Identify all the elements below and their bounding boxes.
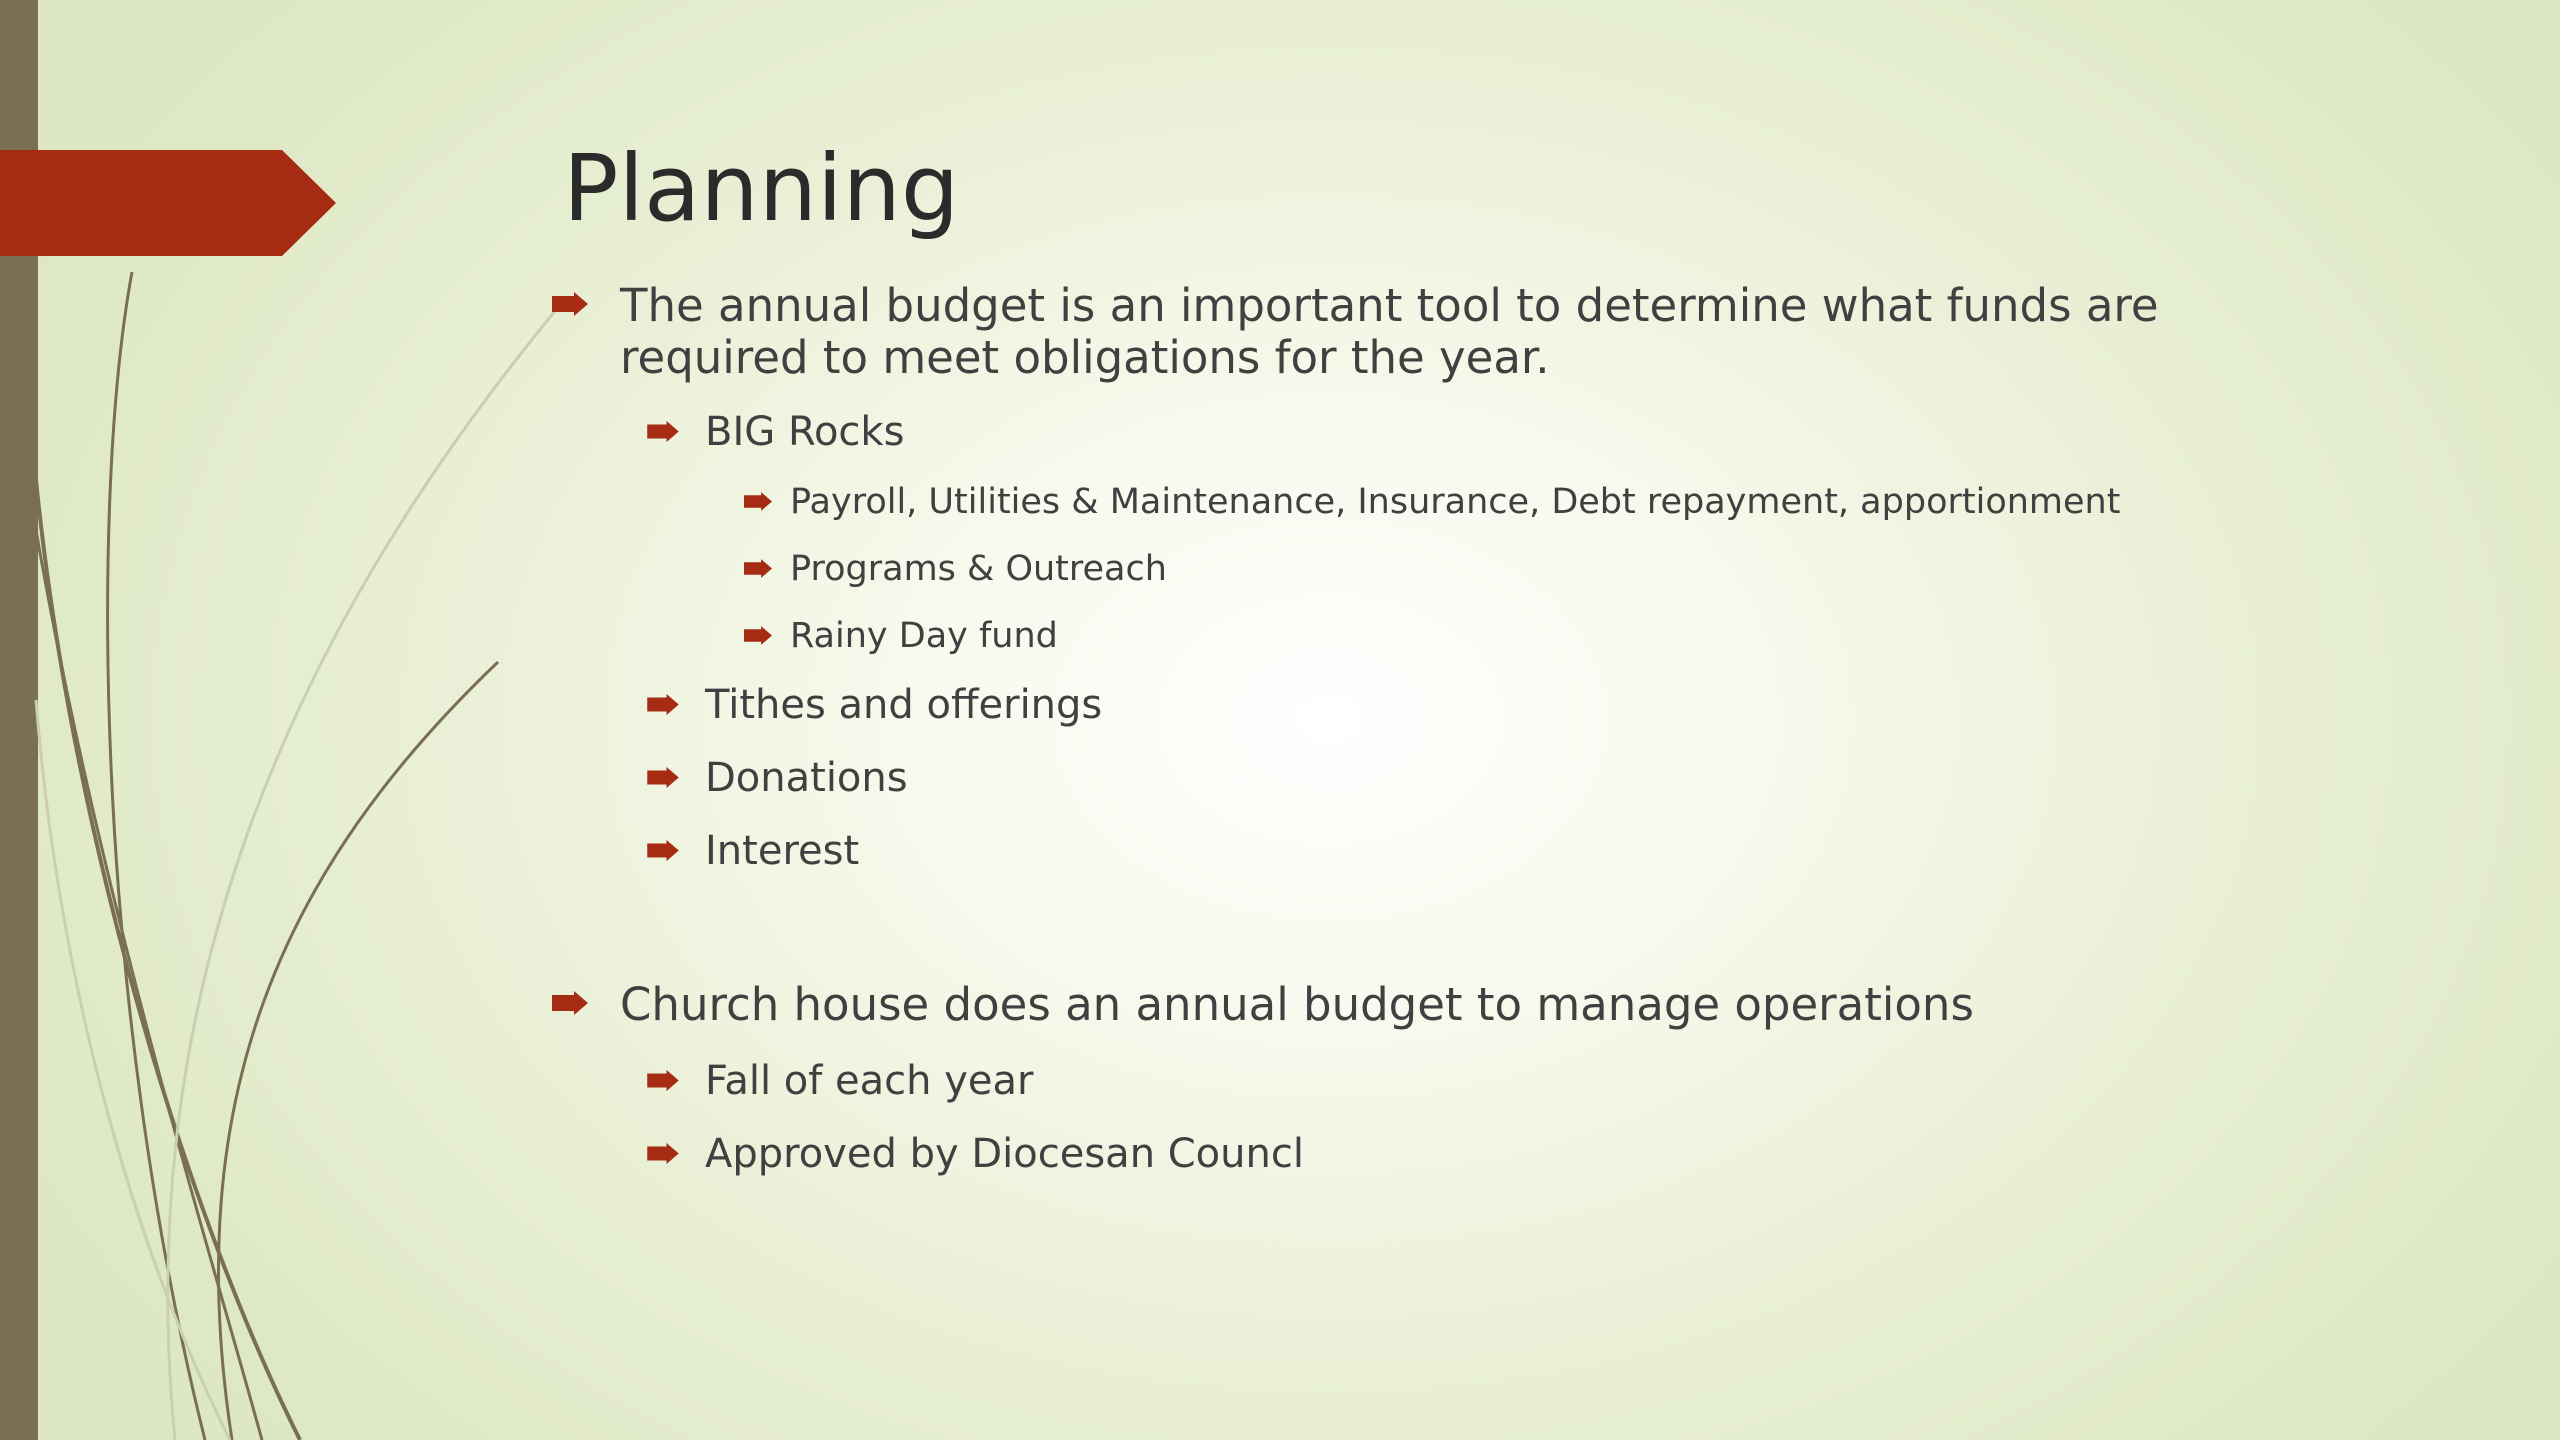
arrow-bullet-icon <box>647 840 679 861</box>
bullet-fall-each-year <box>705 1057 1033 1105</box>
bullet-text: BIG Rocks <box>705 409 905 455</box>
bullet-payroll <box>790 481 2120 523</box>
bullet-rainy-day-fund <box>790 615 1058 657</box>
bullet-interest <box>705 827 859 875</box>
arrow-bullet-icon <box>647 421 679 442</box>
bullet-tithes-offerings <box>705 681 1102 729</box>
arrow-bullet-icon <box>744 559 772 578</box>
bullet-approved-diocesan <box>705 1130 1304 1178</box>
bullet-text: Church house does an annual budget to manage operations <box>620 978 1974 1031</box>
arrow-bullet-icon <box>647 694 679 715</box>
bullet-text: Interest <box>705 828 860 874</box>
bullet-text: Fall of each year <box>705 1058 1034 1104</box>
bullet-text: The annual budget is an important tool to determine what funds are <box>620 279 2159 332</box>
bullet-text: Tithes and offerings <box>705 682 1103 728</box>
arrow-bullet-icon <box>647 767 679 788</box>
bullet-text: Donations <box>705 755 908 801</box>
bullet-annual-budget <box>620 280 2159 384</box>
bullet-donations <box>705 754 908 802</box>
bullet-text: Rainy Day fund <box>790 616 1058 656</box>
slide-title: Planning <box>563 135 960 242</box>
bullet-programs-outreach <box>790 548 1167 590</box>
arrow-bullet-icon <box>647 1143 679 1164</box>
arrow-bullet-icon <box>552 292 588 316</box>
bullet-text: Approved by Diocesan Councl <box>705 1131 1304 1177</box>
bullet-text-continued: required to meet obligations for the year. <box>620 331 1550 384</box>
title-accent-tab <box>0 150 336 256</box>
arrow-bullet-icon <box>744 492 772 511</box>
bullet-text: Programs & Outreach <box>790 549 1167 589</box>
bullet-big-rocks <box>705 408 904 456</box>
bullet-church-house <box>620 979 1974 1031</box>
bullet-text: Payroll, Utilities & Maintenance, Insurance, Debt repayment, apportionment <box>790 482 2121 522</box>
arrow-bullet-icon <box>744 626 772 645</box>
arrow-bullet-icon <box>552 991 588 1015</box>
arrow-bullet-icon <box>647 1070 679 1091</box>
